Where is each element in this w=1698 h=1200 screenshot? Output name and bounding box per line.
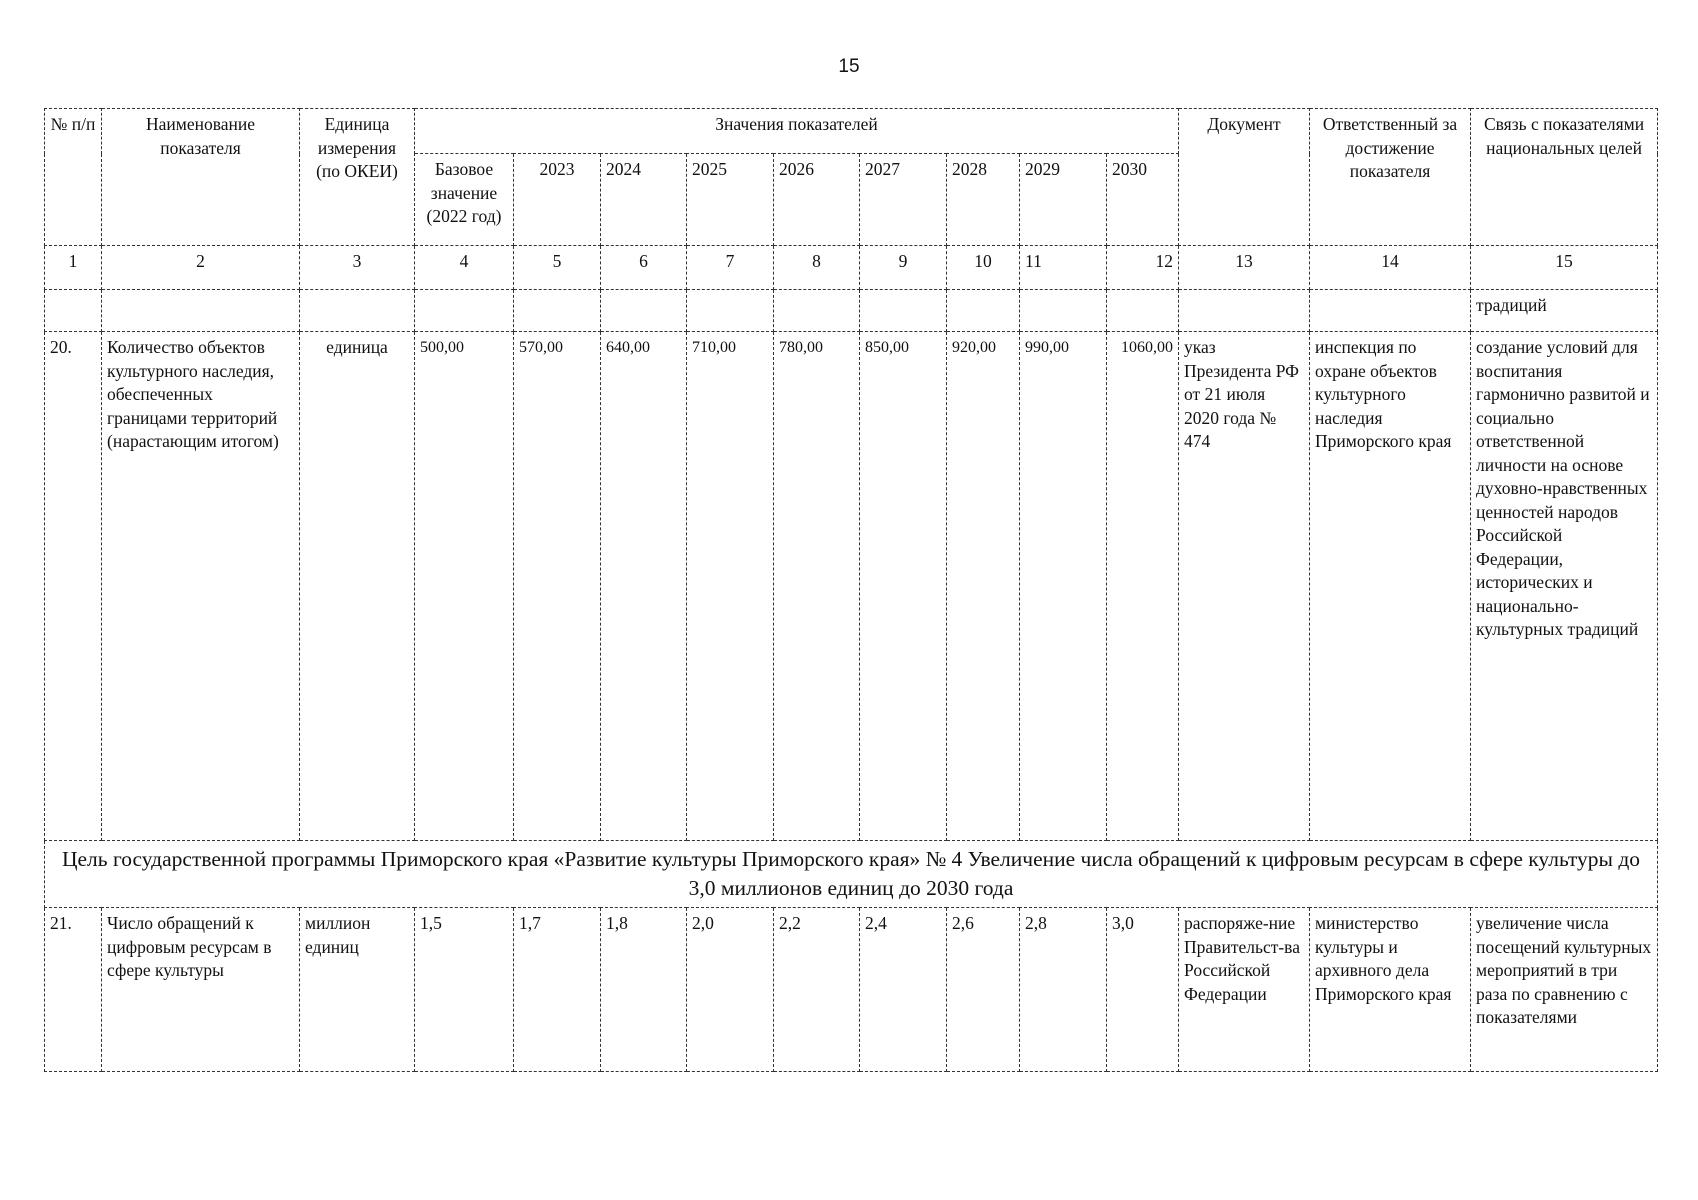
column-number: 7: [687, 246, 774, 290]
program-goal-heading: Цель государственной программы Приморского края «Развитие культуры Приморского края» № 4 Увеличение числа обращений к цифровым ресурсам в сфере культуры до 3,0 миллионов единиц до 2030 года: [45, 841, 1658, 908]
year-value: 780,00: [774, 332, 860, 841]
year-value: 1,8: [601, 908, 687, 1072]
base-value: 500,00: [415, 332, 514, 841]
year-value: 990,00: [1020, 332, 1107, 841]
header-unit: Единица измерения (по ОКЕИ): [300, 109, 415, 246]
row-number: 21.: [45, 908, 102, 1072]
header-document: Документ: [1179, 109, 1310, 246]
continuation-row: [45, 290, 1658, 332]
header-values: Значения показателей: [415, 109, 1179, 154]
column-number: 3: [300, 246, 415, 290]
column-number: 6: [601, 246, 687, 290]
header-name: Наименование показателя: [102, 109, 300, 246]
column-number: 9: [860, 246, 947, 290]
table-row-20: [45, 332, 1658, 841]
responsible-body: министерство культуры и архивного дела Приморского края: [1310, 908, 1471, 1072]
empty-cell: [1310, 290, 1471, 332]
header-responsible: Ответственный за достижение показателя: [1310, 109, 1471, 246]
column-number: 14: [1310, 246, 1471, 290]
base-value: 1,5: [415, 908, 514, 1072]
column-number: 10: [947, 246, 1020, 290]
column-number: 2: [102, 246, 300, 290]
national-goals-link: создание условий для воспитания гармонично развитой и социально ответственной личности на основе духовно-нравственных ценностей народов Российской Федерации, исторических и национально-культурных традиций: [1471, 332, 1658, 841]
year-value: 1,7: [514, 908, 601, 1072]
empty-cell: [102, 290, 300, 332]
header-year: 2024: [601, 154, 687, 246]
empty-cell: [1179, 290, 1310, 332]
column-number: 1: [45, 246, 102, 290]
header-national-goals-link: Связь с показателями национальных целей: [1471, 109, 1658, 246]
row-number: 20.: [45, 332, 102, 841]
empty-cell: [45, 290, 102, 332]
year-value: 850,00: [860, 332, 947, 841]
responsible-body: инспекция по охране объектов культурного наследия Приморского края: [1310, 332, 1471, 841]
column-number: 8: [774, 246, 860, 290]
header-year: 2028: [947, 154, 1020, 246]
empty-cell: [687, 290, 774, 332]
year-value: 570,00: [514, 332, 601, 841]
header-num: № п/п: [45, 109, 102, 246]
header-year: 2025: [687, 154, 774, 246]
indicators-table: [44, 108, 1658, 1072]
empty-cell: [774, 290, 860, 332]
empty-cell: [300, 290, 415, 332]
header-base-value: Базовое значение (2022 год): [415, 154, 514, 246]
year-value: 1060,00: [1107, 332, 1179, 841]
table-row-21: [45, 908, 1658, 1072]
empty-cell: [1107, 290, 1179, 332]
column-numbers-row: [45, 246, 1658, 290]
empty-cell: [601, 290, 687, 332]
page-number: 15: [838, 56, 860, 77]
header-row-1: [45, 109, 1658, 154]
column-number: 5: [514, 246, 601, 290]
year-value: 2,0: [687, 908, 774, 1072]
document-ref: указ Президента РФ от 21 июля 2020 года № 474: [1179, 332, 1310, 841]
empty-cell: [860, 290, 947, 332]
column-number: 12: [1107, 246, 1179, 290]
header-year: 2023: [514, 154, 601, 246]
year-value: 3,0: [1107, 908, 1179, 1072]
empty-cell: [514, 290, 601, 332]
indicator-unit: единица: [300, 332, 415, 841]
column-number: 15: [1471, 246, 1658, 290]
year-value: 2,2: [774, 908, 860, 1072]
empty-cell: [1020, 290, 1107, 332]
document-ref: распоряже-ние Правительст-ва Российской Федерации: [1179, 908, 1310, 1072]
continuation-link-text: традиций: [1471, 290, 1658, 332]
header-year: 2029: [1020, 154, 1107, 246]
empty-cell: [415, 290, 514, 332]
national-goals-link: увеличение числа посещений культурных мероприятий в три раза по сравнению с показателями: [1471, 908, 1658, 1072]
header-year: 2030: [1107, 154, 1179, 246]
header-year: 2027: [860, 154, 947, 246]
goal-row: [45, 841, 1658, 908]
indicator-unit: миллион единиц: [300, 908, 415, 1072]
year-value: 710,00: [687, 332, 774, 841]
year-value: 2,4: [860, 908, 947, 1072]
year-value: 640,00: [601, 332, 687, 841]
column-number: 4: [415, 246, 514, 290]
indicator-name: Количество объектов культурного наследия, обеспеченных границами территорий (нарастающим итогом): [102, 332, 300, 841]
year-value: 920,00: [947, 332, 1020, 841]
column-number: 11: [1020, 246, 1107, 290]
column-number: 13: [1179, 246, 1310, 290]
header-year: 2026: [774, 154, 860, 246]
empty-cell: [947, 290, 1020, 332]
indicator-name: Число обращений к цифровым ресурсам в сфере культуры: [102, 908, 300, 1072]
year-value: 2,6: [947, 908, 1020, 1072]
year-value: 2,8: [1020, 908, 1107, 1072]
